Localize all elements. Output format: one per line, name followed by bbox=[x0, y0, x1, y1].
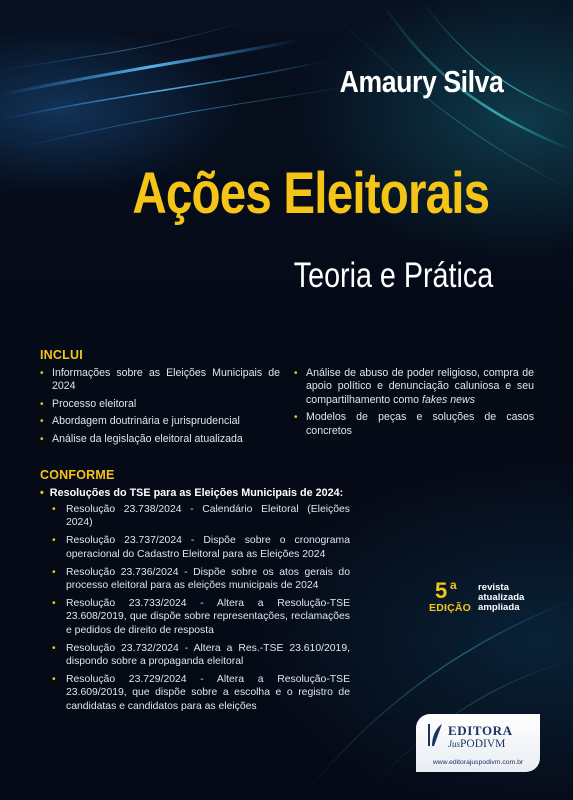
publisher-logo bbox=[416, 714, 540, 772]
list-item: • Resolução 23.729/2024 - Altera a Resolução-TSE 23.609/2019, que dispõe sobre a escolha e o registro de candidatas e candidatos para as eleições bbox=[52, 674, 350, 712]
resolutions-group-title: • Resoluções do TSE para as Eleições Municipais de 2024: bbox=[40, 487, 344, 499]
edition-superscript: a bbox=[450, 578, 457, 592]
book-subtitle: Teoria e Prática bbox=[293, 256, 493, 295]
bullet-icon: • bbox=[40, 433, 44, 445]
edition-badge bbox=[425, 578, 545, 618]
bullet-icon: • bbox=[52, 598, 56, 610]
list-item: • Resolução 23.738/2024 - Calendário Eleitoral (Eleições 2024) bbox=[52, 504, 350, 529]
bullet-icon: • bbox=[294, 412, 298, 424]
list-item: • Análise da legislação eleitoral atualizada bbox=[40, 432, 243, 445]
list-item: • Resolução 23.733/2024 - Altera a Resolução-TSE 23.608/2019, que dispõe sobre representações, reclamações e pedidos de direito de resposta bbox=[52, 598, 350, 636]
author-name: Amaury Silva bbox=[339, 64, 503, 99]
bullet-icon: • bbox=[52, 674, 56, 686]
bullet-icon: • bbox=[52, 642, 56, 654]
list-item: • Análise de abuso de poder religioso, compra de apoio político e denunciação caluniosa e seu compartilhamento como fakes news bbox=[294, 367, 534, 406]
bullet-icon: • bbox=[40, 368, 44, 379]
list-item: • Modelos de peças e soluções de casos concretos bbox=[294, 411, 534, 437]
bullet-icon: • bbox=[40, 487, 44, 499]
quill-icon bbox=[426, 722, 444, 748]
inclui-right-list bbox=[294, 367, 534, 442]
list-item: • Processo eleitoral bbox=[40, 397, 137, 410]
publisher-name-line2: JusPODIVM bbox=[448, 738, 506, 750]
bullet-icon: • bbox=[52, 504, 56, 515]
list-item: • Resolução 23.732/2024 - Altera a Res.-TSE 23.610/2019, dispondo sobre a propaganda eleitoral bbox=[52, 642, 350, 668]
inclui-left-list bbox=[40, 367, 280, 450]
publisher-name-line1: EDITORA bbox=[448, 723, 513, 738]
resolutions-list bbox=[52, 503, 350, 718]
inclui-heading: INCLUI bbox=[40, 348, 83, 362]
publisher-url: www.editorajuspodivm.com.br bbox=[432, 759, 524, 766]
bullet-icon: • bbox=[294, 368, 298, 379]
edition-label: EDIÇÃO bbox=[429, 602, 472, 614]
conforme-heading: CONFORME bbox=[40, 468, 115, 482]
list-item: • Informações sobre as Eleições Municipais de 2024 bbox=[40, 367, 280, 393]
bullet-icon: • bbox=[52, 566, 56, 578]
edition-notes: revista atualizada ampliada bbox=[478, 582, 525, 614]
list-item: • Resolução 23.736/2024 - Dispõe sobre os atos gerais do processo eleitoral para as eleições municipais de 2024 bbox=[52, 566, 350, 592]
list-item: • Abordagem doutrinária e jurisprudencial bbox=[40, 415, 240, 428]
book-title: Ações Eleitorais bbox=[132, 161, 489, 226]
bullet-icon: • bbox=[40, 416, 44, 428]
bullet-icon: • bbox=[52, 535, 56, 547]
bullet-icon: • bbox=[40, 398, 44, 410]
list-item: • Resolução 23.737/2024 - Dispõe sobre o cronograma operacional do Cadastro Eleitoral para as Eleições 2024 bbox=[52, 535, 350, 560]
edition-number: 5 bbox=[435, 578, 448, 603]
